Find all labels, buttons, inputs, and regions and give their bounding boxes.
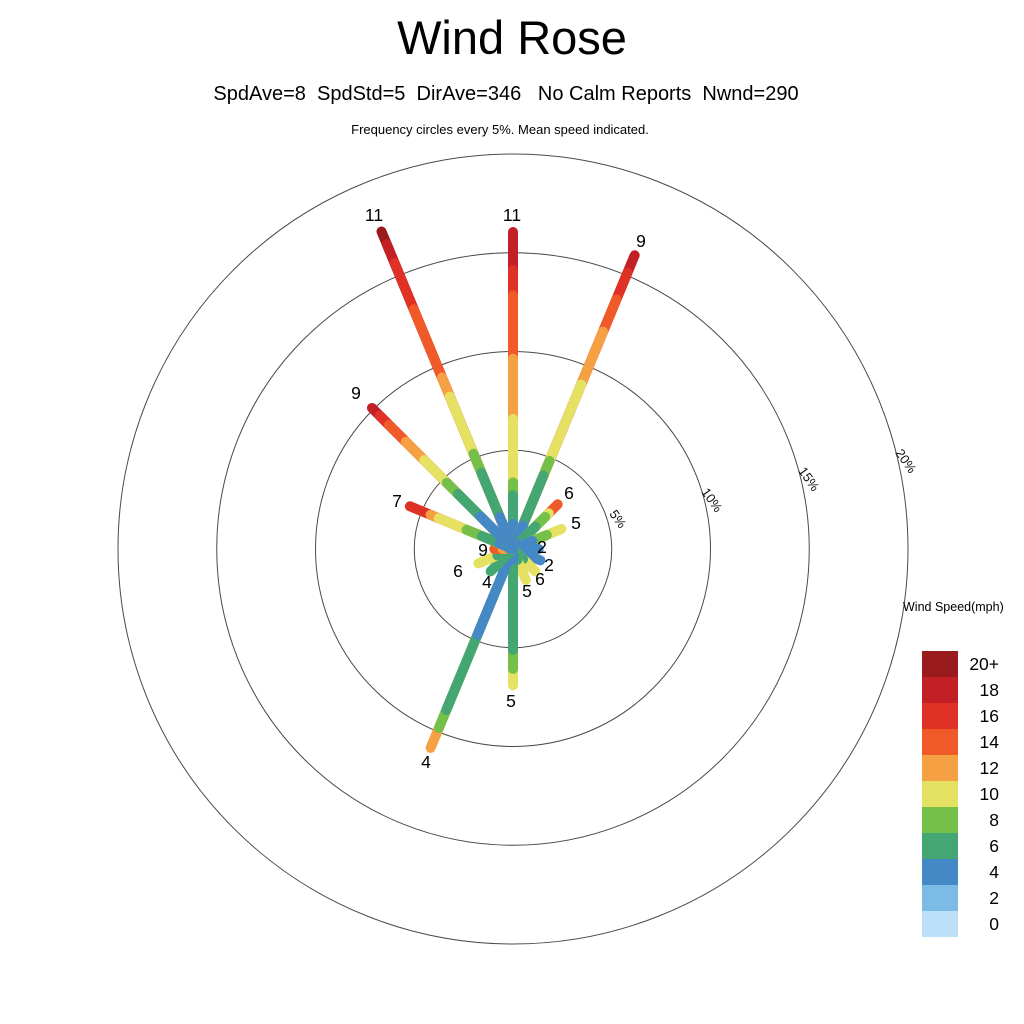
legend-bin-label: 12	[979, 758, 999, 778]
page-title: Wind Rose	[397, 11, 627, 64]
legend-color-bar	[922, 651, 999, 937]
legend-swatch	[922, 885, 958, 911]
legend-bin-label: 20+	[969, 654, 999, 674]
frequency-note: Frequency circles every 5%. Mean speed indicated.	[351, 122, 649, 137]
legend-row	[922, 755, 999, 781]
ray-mean-speed-label-ese: 2	[544, 555, 554, 575]
legend-bin-label: 10	[979, 784, 999, 804]
ray-mean-speed-label-wsw: 6	[453, 561, 463, 581]
ray-mean-speed-label-s: 5	[506, 691, 516, 711]
ray-mean-speed-label-se: 6	[535, 569, 545, 589]
ray-mean-speed-label-n: 11	[502, 205, 522, 225]
ring-label: 20%	[892, 446, 920, 476]
legend-row	[922, 651, 999, 677]
legend-swatch	[922, 703, 958, 729]
legend-row	[922, 807, 999, 833]
ray-mean-speed-label-ene: 5	[571, 513, 581, 533]
legend-swatch	[922, 833, 958, 859]
ray-mean-speed-label-ssw: 4	[421, 752, 431, 772]
legend-bin-label: 18	[979, 680, 999, 700]
legend-row	[922, 885, 999, 911]
legend-bin-label: 16	[979, 706, 999, 726]
ray-mean-speed-label-sse: 5	[522, 581, 532, 601]
legend-swatch	[922, 729, 958, 755]
legend-swatch	[922, 677, 958, 703]
legend-row	[922, 703, 999, 729]
legend-swatch	[922, 911, 958, 937]
ray-mean-speed-label-sw: 4	[482, 572, 492, 592]
legend-row	[922, 859, 999, 885]
ray-mean-speed-label-e: 2	[537, 537, 547, 557]
ray-mean-speed-label-w: 9	[478, 540, 488, 560]
legend-swatch	[922, 807, 958, 833]
legend-swatch	[922, 651, 958, 677]
legend-row	[922, 833, 999, 859]
ring-label: 10%	[698, 485, 726, 515]
legend-bin-label: 2	[989, 888, 999, 908]
legend-bin-label: 6	[989, 836, 999, 856]
stats-line: SpdAve=8 SpdStd=5 DirAve=346 No Calm Reports Nwnd=290	[213, 83, 799, 105]
ray-mean-speed-label-nw: 9	[351, 383, 361, 403]
legend-bin-label: 4	[989, 862, 999, 882]
legend-row	[922, 911, 999, 937]
legend-swatch	[922, 755, 958, 781]
ray-mean-speed-label-nne: 9	[636, 231, 646, 251]
legend-row	[922, 781, 999, 807]
legend-swatch	[922, 781, 958, 807]
ray-mean-speed-label-ne: 6	[564, 483, 574, 503]
ray-mean-speed-label-nnw: 11	[364, 205, 384, 225]
legend-title: Wind Speed(mph)	[903, 600, 1004, 614]
legend-bin-label: 8	[989, 810, 999, 830]
ring-label: 5%	[606, 506, 630, 532]
legend-row	[922, 729, 999, 755]
ray-mean-speed-label-wnw: 7	[392, 491, 402, 511]
legend-bin-label: 0	[989, 914, 999, 934]
ring-label: 15%	[795, 464, 823, 494]
legend-swatch	[922, 859, 958, 885]
legend-bin-label: 14	[979, 732, 999, 752]
legend-row	[922, 677, 999, 703]
